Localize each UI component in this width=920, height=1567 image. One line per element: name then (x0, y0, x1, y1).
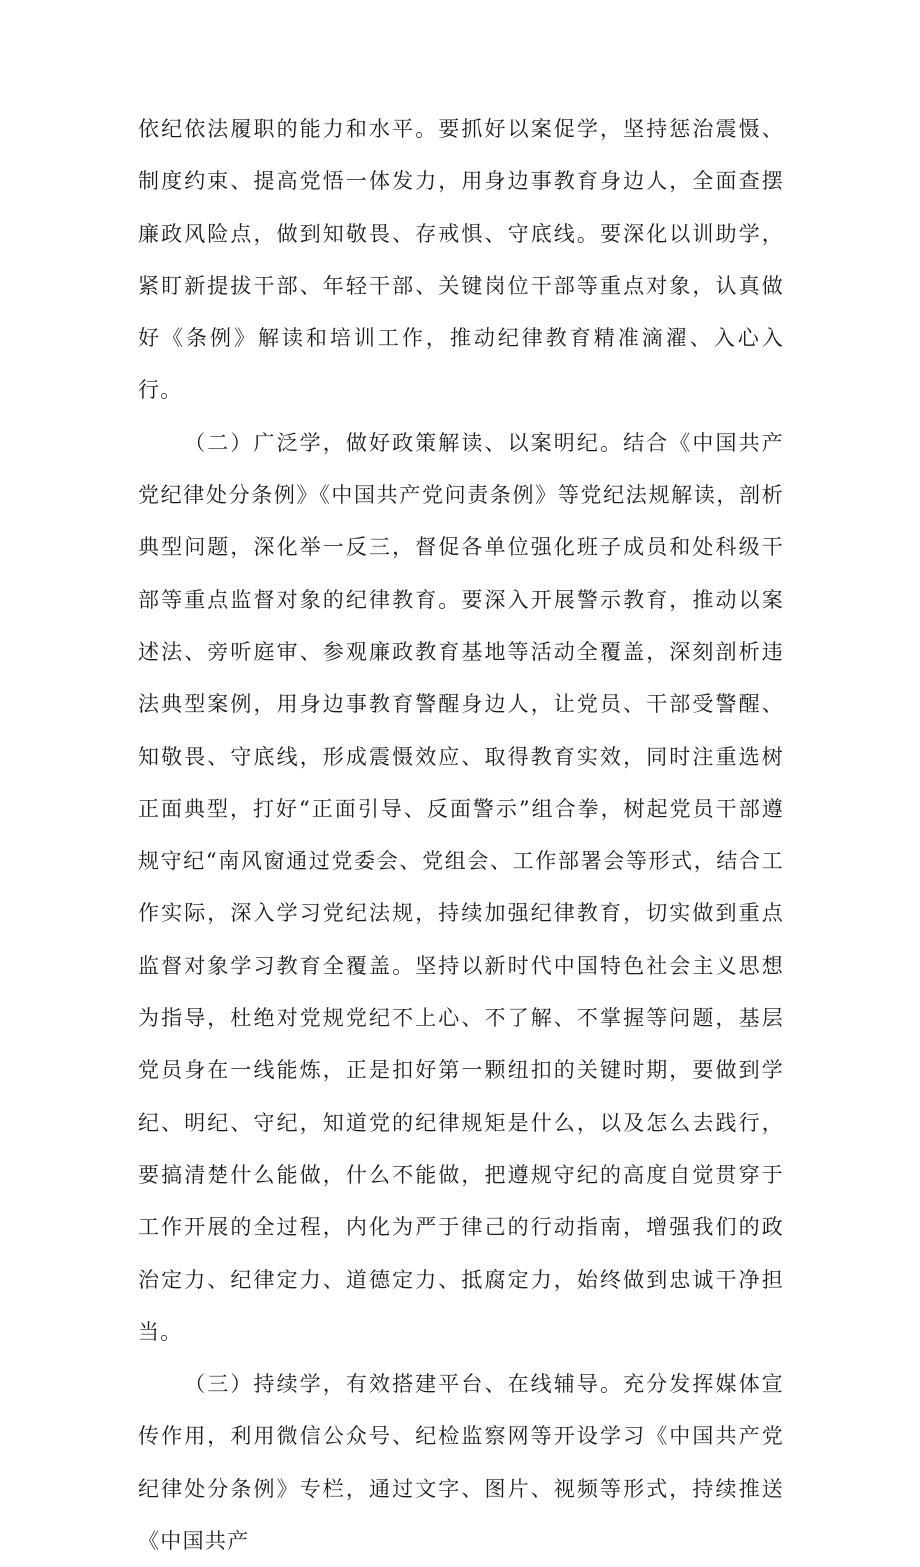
paragraph-section-3: （三）持续学，有效搭建平台、在线辅导。充分发挥媒体宣传作用，利用微信公众号、纪检监察网等开设学习《中国共产党纪律处分条例》专栏，通过文字、图片、视频等形式，持续推送《中国共产 (138, 1372, 784, 1554)
paragraph-section-2: （二）广泛学，做好政策解读、以案明纪。结合《中国共产党纪律处分条例》《中国共产党问责条例》等党纪法规解读，剖析典型问题，深化举一反三，督促各单位强化班子成员和处科级干部等重点监督对象的纪律教育。要深入开展警示教育，推动以案述法、旁听庭审、参观廉政教育基地等活动全覆盖，深刻剖析违法典型案例，用身边事教育警醒身边人，让党员、干部受警醒、知敬畏、守底线，形成震慑效应、取得教育实效，同时注重选树正面典型，打好“正面引导、反面警示”组合拳，树起党员干部遵规守纪“南风窗通过党委会、党组会、工作部署会等形式，结合工作实际，深入学习党纪法规，持续加强纪律教育，切实做到重点监督对象学习教育全覆盖。坚持以新时代中国特色社会主义思想为指导，杜绝对党规党纪不上心、不了解、不掌握等问题，基层党员身在一线能炼，正是扣好第一颗纽扣的关键时期，要做到学纪、明纪、守纪，知道党的纪律规矩是什么，以及怎么去践行，要搞清楚什么能做，什么不能做，把遵规守纪的高度自觉贯穿于工作开展的全过程，内化为严于律己的行动指南，增强我们的政治定力、纪律定力、道德定力、抵腐定力，始终做到忠诚干净担当。 (138, 430, 784, 1344)
paragraph-continued: 依纪依法履职的能力和水平。要抓好以案促学，坚持惩治震慑、制度约束、提高党悟一体发力，用身边事教育身边人，全面查摆廉政风险点，做到知敬畏、存戒惧、守底线。要深化以训助学，紧盯新提拔干部、年轻干部、关键岗位干部等重点对象，认真做好《条例》解读和培训工作，推动纪律教育精准滴濯、入心入行。 (138, 117, 784, 403)
document-body (138, 103, 784, 1567)
